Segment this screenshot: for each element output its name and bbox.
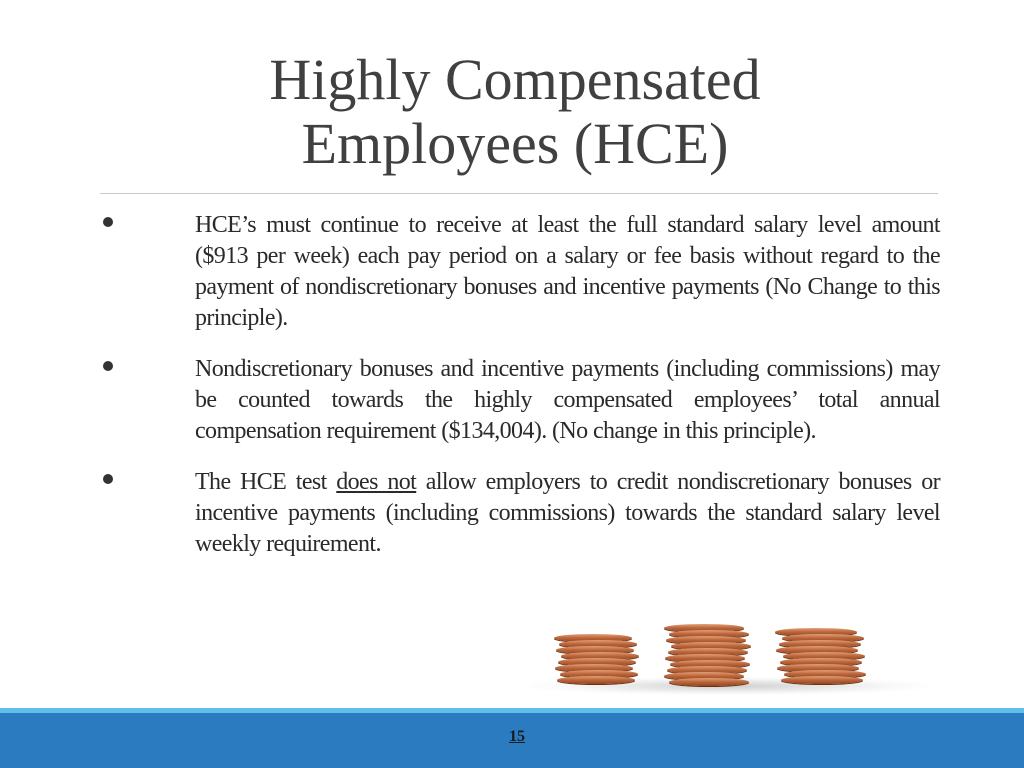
- bullet-text-underlined: does not: [336, 469, 417, 495]
- page-number: 15: [509, 728, 525, 745]
- bullet-item-3: [100, 467, 940, 560]
- coin-stacks-image: [530, 610, 930, 695]
- bullet-item-1: [100, 210, 940, 334]
- bullet-text-after: allow employers to credit nondiscretionary bonuses or incentive payments (including commissions) towards the standard salary level weekly requirement.: [195, 469, 940, 557]
- coin-stack-left: [558, 610, 640, 680]
- bullet-text: Nondiscretionary bonuses and incentive payments (including commissions) may be counted towards the highly compensated employees’ total annual compensation requirement ($134,004). (No change in this principle).: [195, 356, 940, 444]
- coin: [557, 676, 635, 684]
- title-line-1: Highly Compensated: [269, 47, 761, 112]
- slide-title: [100, 48, 930, 176]
- bullet-dot-icon: [103, 474, 113, 484]
- title-divider: [100, 193, 938, 194]
- coin-stack-right: [780, 610, 866, 680]
- bullet-dot-icon: [103, 217, 113, 227]
- coin-stack-middle: [668, 610, 750, 680]
- bullet-text: HCE’s must continue to receive at least the full standard salary level amount ($913 per week) each pay period on a salary or fee basis without regard to the payment of nondiscretionary bonuses and incentive payments (No Change to this principle).: [195, 212, 940, 331]
- bullet-list: [100, 210, 940, 580]
- title-line-2: Employees (HCE): [301, 111, 729, 176]
- bullet-item-2: [100, 354, 940, 447]
- bullet-text-before: The HCE test: [195, 469, 337, 495]
- coin: [781, 676, 863, 684]
- bullet-text: [195, 467, 940, 560]
- bullet-dot-icon: [103, 361, 113, 371]
- coin: [669, 678, 749, 686]
